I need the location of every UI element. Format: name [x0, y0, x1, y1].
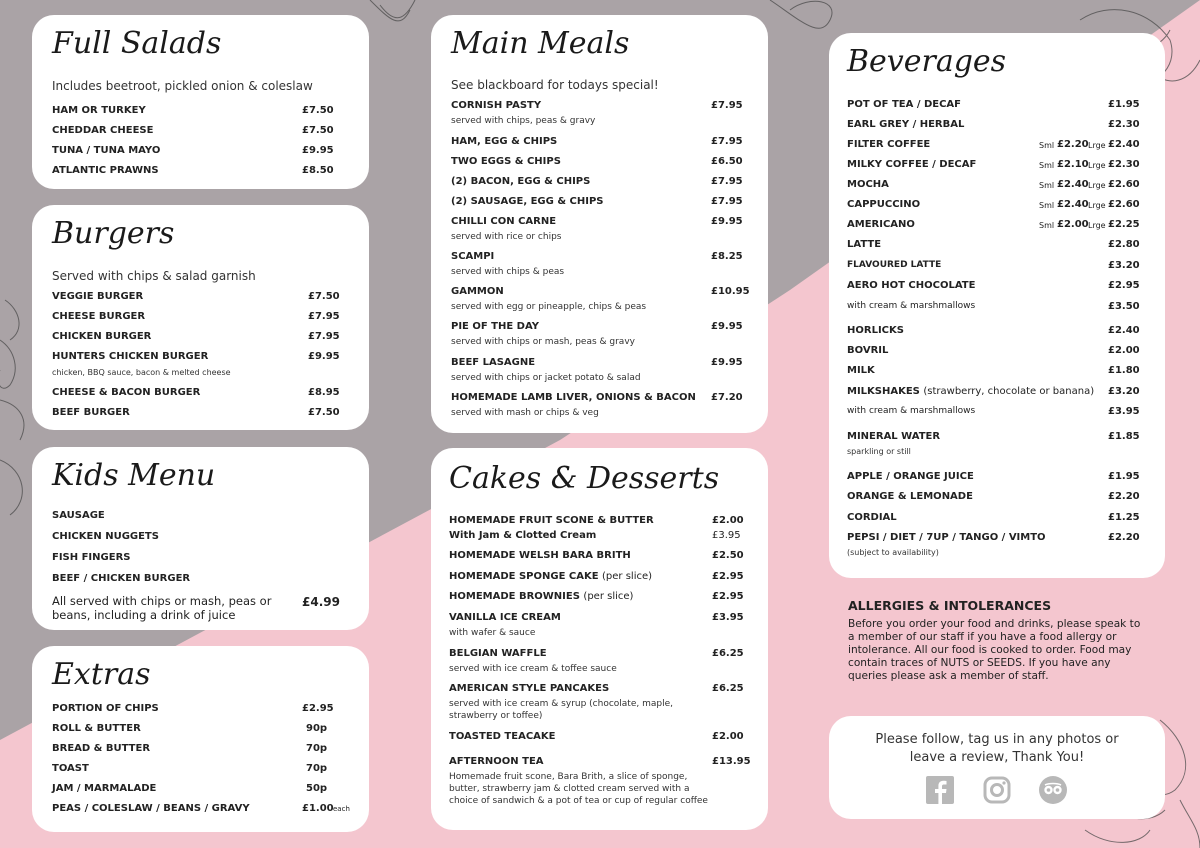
- item-name: FLAVOURED LATTE: [847, 260, 942, 270]
- item-name: CHEESE & BACON BURGER: [52, 387, 201, 398]
- item-description: served with chips or jacket potato & salad: [451, 373, 641, 383]
- item-price: £8.95: [308, 387, 340, 398]
- item-price: £9.95: [308, 351, 340, 362]
- item-name: LATTE: [847, 239, 882, 250]
- cakes-title: Cakes & Desserts: [449, 461, 720, 496]
- item-price-small: £2.40: [1057, 199, 1089, 210]
- item-name: MILK: [847, 365, 875, 376]
- item-name: CHILLI CON CARNE: [451, 216, 557, 227]
- kids-note-line2: beans, including a drink of juice: [52, 608, 236, 622]
- item-price: £10.95: [711, 286, 750, 297]
- item-description: served with ice cream & syrup (chocolate, maple,: [449, 699, 673, 709]
- item-name: HAM OR TURKEY: [52, 105, 146, 116]
- item-name: GAMMON: [451, 286, 504, 297]
- item-name: PEPSI / DIET / 7UP / TANGO / VIMTO: [847, 532, 1046, 543]
- item-name: TUNA / TUNA MAYO: [52, 145, 161, 156]
- item-description: butter, strawberry jam & clotted cream served with a: [449, 784, 690, 794]
- beverages-title: Beverages: [847, 44, 1007, 79]
- allergies-line: Before you order your food and drinks, please speak to: [848, 618, 1141, 630]
- burgers-card: [32, 205, 369, 430]
- full-salads-title: Full Salads: [52, 26, 222, 61]
- burgers-subtitle: Served with chips & salad garnish: [52, 269, 256, 283]
- kids-menu-title: Kids Menu: [52, 458, 216, 493]
- item-price: £2.00: [712, 731, 744, 742]
- item-price: £1.80: [1108, 365, 1140, 376]
- instagram-icon[interactable]: [983, 776, 1011, 804]
- item-price: £3.50: [1108, 301, 1140, 312]
- item-name: JAM / MARMALADE: [52, 783, 157, 794]
- kids-price: £4.99: [302, 595, 340, 609]
- item-price: £2.20: [1108, 491, 1140, 502]
- item-name: TOASTED TEACAKE: [449, 731, 556, 742]
- item-price-large: £2.60: [1108, 179, 1140, 190]
- main-meals-subtitle: See blackboard for todays special!: [451, 78, 659, 92]
- item-name: APPLE / ORANGE JUICE: [847, 471, 974, 482]
- item-description: (subject to availability): [847, 548, 939, 557]
- item-name: With Jam & Clotted Cream: [449, 530, 597, 541]
- item-price: £7.50: [308, 291, 340, 302]
- kids-menu-card: [32, 447, 369, 630]
- item-name: SAUSAGE: [52, 510, 105, 521]
- tripadvisor-icon[interactable]: [1039, 776, 1067, 804]
- item-name: SCAMPI: [451, 251, 495, 262]
- item-price: £6.50: [711, 156, 743, 167]
- item-name: HOMEMADE FRUIT SCONE & BUTTER: [449, 515, 654, 526]
- item-description: served with chips or mash, peas & gravy: [451, 337, 635, 347]
- item-description: served with rice or chips: [451, 232, 562, 242]
- item-name: BEEF / CHICKEN BURGER: [52, 573, 191, 584]
- item-name: BEEF LASAGNE: [451, 357, 536, 368]
- item-price: £1.85: [1108, 431, 1140, 442]
- item-price: £3.20: [1108, 260, 1140, 271]
- extras-card: [32, 646, 369, 832]
- item-price: £2.00: [712, 515, 744, 526]
- facebook-icon[interactable]: [926, 776, 954, 804]
- item-price: £1.00: [302, 803, 334, 814]
- social-line2: leave a review, Thank You!: [909, 750, 1085, 765]
- item-price: £7.95: [711, 196, 743, 207]
- allergies-line: intolerance. All our food is cooked to order. Food may: [848, 644, 1132, 656]
- main-meals-title: Main Meals: [451, 26, 630, 61]
- item-price: £6.25: [712, 648, 744, 659]
- item-description: strawberry or toffee): [449, 711, 543, 721]
- item-name: EARL GREY / HERBAL: [847, 119, 965, 130]
- item-price-large: £2.40: [1108, 139, 1140, 150]
- item-price-small: £2.00: [1057, 219, 1089, 230]
- full-salads-card: [32, 15, 369, 189]
- item-description: choice of sandwich & a pot of tea or cup of regular coffee: [449, 796, 708, 806]
- item-price: £2.80: [1108, 239, 1140, 250]
- item-name: AMERICANO: [847, 219, 915, 230]
- item-price: £7.50: [302, 105, 334, 116]
- item-name: BREAD & BUTTER: [52, 743, 151, 754]
- item-price: £1.95: [1108, 471, 1140, 482]
- item-price: £2.50: [712, 550, 744, 561]
- item-price: 70p: [306, 743, 328, 754]
- item-price: £2.95: [1108, 280, 1140, 291]
- item-name: FILTER COFFEE: [847, 139, 931, 150]
- item-name: AFTERNOON TEA: [449, 756, 544, 767]
- item-name: HOMEMADE SPONGE CAKE: [449, 571, 599, 582]
- item-name: BELGIAN WAFFLE: [449, 648, 547, 659]
- item-description: sparkling or still: [847, 447, 911, 456]
- item-price: £3.95: [712, 612, 744, 623]
- item-price-small: £2.10: [1057, 159, 1089, 170]
- item-name: with cream & marshmallows: [847, 406, 976, 416]
- full-salads-subtitle: Includes beetroot, pickled onion & coleslaw: [52, 79, 313, 93]
- item-name: VEGGIE BURGER: [52, 291, 144, 302]
- social-line1: Please follow, tag us in any photos or: [875, 732, 1119, 747]
- item-description: served with mash or chips & veg: [451, 408, 599, 418]
- item-price: £7.95: [308, 311, 340, 322]
- item-price: £9.95: [302, 145, 334, 156]
- item-price: £2.40: [1108, 325, 1140, 336]
- item-name: PIE OF THE DAY: [451, 321, 540, 332]
- size-label-small: Sml: [1039, 161, 1055, 170]
- item-price: £7.95: [711, 176, 743, 187]
- item-description: served with ice cream & toffee sauce: [449, 664, 617, 674]
- size-label-large: Lrge: [1088, 201, 1106, 210]
- item-name: TWO EGGS & CHIPS: [451, 156, 561, 167]
- item-price: £13.95: [712, 756, 751, 767]
- size-label-large: Lrge: [1088, 161, 1106, 170]
- item-name: CAPPUCCINO: [847, 199, 921, 210]
- item-price: £2.95: [712, 591, 744, 602]
- cakes-desserts-card: [431, 448, 768, 830]
- item-name: HORLICKS: [847, 325, 904, 336]
- kids-note-line1: All served with chips or mash, peas or: [52, 594, 272, 608]
- item-name: AMERICAN STYLE PANCAKES: [449, 683, 610, 694]
- item-name: BOVRIL: [847, 345, 889, 356]
- item-name: CORNISH PASTY: [451, 100, 542, 111]
- item-price: £9.95: [711, 357, 743, 368]
- item-name: MOCHA: [847, 179, 889, 190]
- size-label-small: Sml: [1039, 181, 1055, 190]
- item-name: HOMEMADE WELSH BARA BRITH: [449, 550, 631, 561]
- item-price: £8.50: [302, 165, 334, 176]
- item-price: £2.95: [712, 571, 744, 582]
- item-price-suffix: each: [333, 805, 350, 813]
- item-name: HUNTERS CHICKEN BURGER: [52, 351, 209, 362]
- item-name: AERO HOT CHOCOLATE: [847, 280, 976, 291]
- item-name: POT OF TEA / DECAF: [847, 99, 961, 110]
- item-name: MINERAL WATER: [847, 431, 941, 442]
- item-price: £7.20: [711, 392, 743, 403]
- item-price: £7.50: [308, 407, 340, 418]
- item-name: ATLANTIC PRAWNS: [52, 165, 159, 176]
- size-label-small: Sml: [1039, 221, 1055, 230]
- item-price: £7.50: [302, 125, 334, 136]
- item-name: ROLL & BUTTER: [52, 723, 141, 734]
- item-price: £7.95: [711, 100, 743, 111]
- item-name: with cream & marshmallows: [847, 301, 976, 311]
- allergies-line: a member of our staff if you have a food allergy or: [848, 631, 1117, 643]
- item-name: MILKY COFFEE / DECAF: [847, 159, 977, 170]
- item-price: £7.95: [711, 136, 743, 147]
- item-price-large: £2.25: [1108, 219, 1140, 230]
- item-description: chicken, BBQ sauce, bacon & melted cheese: [52, 368, 231, 377]
- item-name: (2) BACON, EGG & CHIPS: [451, 176, 591, 187]
- item-name: HAM, EGG & CHIPS: [451, 136, 558, 147]
- allergies-title: ALLERGIES & INTOLERANCES: [848, 598, 1052, 613]
- burgers-title: Burgers: [52, 216, 175, 251]
- extras-title: Extras: [52, 657, 151, 692]
- allergies-line: contain traces of NUTS or SEEDS. If you have any: [848, 657, 1111, 669]
- item-name: PEAS / COLESLAW / BEANS / GRAVY: [52, 803, 250, 814]
- item-name: HOMEMADE BROWNIES: [449, 591, 580, 602]
- social-card: [829, 716, 1165, 819]
- allergies-section: [848, 598, 1178, 683]
- item-name: CHEESE BURGER: [52, 311, 146, 322]
- item-price: £2.30: [1108, 119, 1140, 130]
- item-price: 50p: [306, 783, 328, 794]
- item-price: £7.95: [308, 331, 340, 342]
- item-name: CHEDDAR CHEESE: [52, 125, 154, 136]
- item-name: HOMEMADE LAMB LIVER, ONIONS & BACON: [451, 392, 696, 403]
- size-label-large: Lrge: [1088, 141, 1106, 150]
- size-label-small: Sml: [1039, 201, 1055, 210]
- item-price: £3.20: [1108, 386, 1140, 397]
- item-price: 70p: [306, 763, 328, 774]
- item-description: served with egg or pineapple, chips & peas: [451, 302, 647, 312]
- item-name: ORANGE & LEMONADE: [847, 491, 973, 502]
- item-price: £9.95: [711, 216, 743, 227]
- item-price: £2.20: [1108, 532, 1140, 543]
- item-name: TOAST: [52, 763, 89, 774]
- beverages-card: [829, 33, 1165, 578]
- item-price: £3.95: [1108, 406, 1140, 417]
- item-price-small: £2.40: [1057, 179, 1089, 190]
- item-name: CHICKEN NUGGETS: [52, 531, 159, 542]
- item-name: FISH FINGERS: [52, 552, 131, 563]
- item-description: Homemade fruit scone, Bara Brith, a slice of sponge,: [449, 772, 688, 782]
- item-description: with wafer & sauce: [449, 628, 536, 638]
- item-description: served with chips, peas & gravy: [451, 116, 596, 126]
- item-price: £2.95: [302, 703, 334, 714]
- item-price-small: £2.20: [1057, 139, 1089, 150]
- item-name: VANILLA ICE CREAM: [449, 612, 561, 623]
- item-price: £1.25: [1108, 512, 1140, 523]
- item-price: £3.95: [712, 530, 741, 541]
- item-name: BEEF BURGER: [52, 407, 130, 418]
- item-name: MILKSHAKES: [847, 386, 920, 397]
- item-price: £6.25: [712, 683, 744, 694]
- item-price: £2.00: [1108, 345, 1140, 356]
- size-label-small: Sml: [1039, 141, 1055, 150]
- item-price-large: £2.60: [1108, 199, 1140, 210]
- item-price: £9.95: [711, 321, 743, 332]
- item-name: CHICKEN BURGER: [52, 331, 152, 342]
- main-meals-card: [431, 15, 768, 433]
- item-price-large: £2.30: [1108, 159, 1140, 170]
- item-name: CORDIAL: [847, 512, 897, 523]
- size-label-large: Lrge: [1088, 221, 1106, 230]
- item-note: (per slice): [583, 591, 634, 602]
- size-label-large: Lrge: [1088, 181, 1106, 190]
- item-description: served with chips & peas: [451, 267, 565, 277]
- item-note: (per slice): [602, 571, 653, 582]
- item-price: 90p: [306, 723, 328, 734]
- allergies-line: queries please ask a member of staff.: [848, 670, 1049, 682]
- item-name: PORTION OF CHIPS: [52, 703, 159, 714]
- item-note: (strawberry, chocolate or banana): [923, 386, 1095, 397]
- item-price: £1.95: [1108, 99, 1140, 110]
- item-name: (2) SAUSAGE, EGG & CHIPS: [451, 196, 604, 207]
- item-price: £8.25: [711, 251, 743, 262]
